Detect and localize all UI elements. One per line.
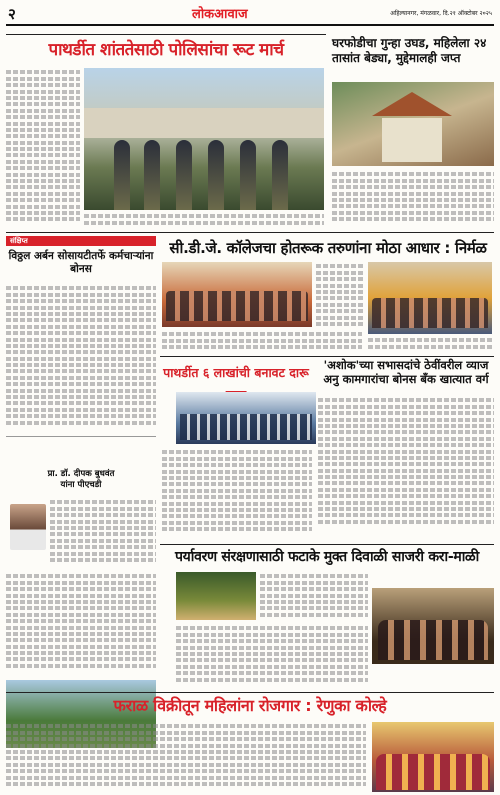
divider: [160, 544, 494, 545]
dateline: अहिल्यानगर, मंगळवार, दि.२१ ऑक्टोबर २०२५: [390, 10, 492, 17]
fireworks-photo: [176, 572, 256, 620]
headline-diwali-bonus: विठ्ठल अर्बन सोसायटीतर्फे कर्मचाऱ्यांना बोनस: [8, 250, 154, 275]
article-body-police-march-col1: [6, 68, 80, 228]
headline-college: सी.डी.जे. कॉलेजचा होतरूक तरुणांना मोठा आधार : निर्मळ: [169, 239, 487, 257]
page-number: २: [8, 5, 16, 23]
article-body-college-2: [368, 336, 492, 356]
article-body-college: [162, 330, 362, 356]
honor-portrait: [10, 504, 46, 550]
headline-housebreak: घरफोडीचा गुन्हा उघड, महिलेला २४ तासांत बेड्या, मुद्देमालही जप्त: [332, 36, 487, 65]
article-body-diwali-bonus: [6, 284, 156, 434]
women-photo: [372, 722, 494, 792]
honor-subtitle: यांना पीएचडी: [60, 480, 102, 490]
honor-name: प्रा. डॉ. दीपक बुधवंत: [47, 469, 115, 479]
article-body-women: [6, 722, 366, 792]
housebreak-photo: [332, 82, 494, 166]
fireworks-event-photo: [372, 588, 494, 664]
police-march-caption: [84, 212, 324, 232]
divider: [6, 34, 326, 35]
article-body-liquor: [162, 448, 312, 540]
liquor-raid-photo: [176, 392, 316, 444]
divider: [160, 356, 494, 357]
divider: [6, 232, 494, 233]
newspaper-logo: लोकआवाज: [192, 7, 248, 22]
masthead: [6, 4, 494, 26]
article-body-housebreak: [332, 170, 494, 230]
police-march-photo: [84, 68, 324, 210]
headline-police-march: पाथर्डीत शांततेसाठी पोलिसांचा रूट मार्च: [48, 40, 284, 60]
honor-block: [6, 468, 156, 490]
college-photo: [162, 262, 312, 327]
article-body-college-side: [316, 262, 364, 332]
headline-fireworks: पर्यावरण संरक्षणासाठी फटाके मुक्त दिवाळी साजरी करा-माळी: [174, 549, 480, 565]
article-body-honor: [50, 498, 156, 568]
article-body-fireworks-1: [260, 572, 368, 620]
article-body-ashok: [318, 396, 494, 540]
divider: [6, 692, 494, 693]
headline-ashok: 'अशोक'च्या सभासदांचे ठेवींवरील व्याज अनु कामगारांचा बोनस बँक खात्यात वर्ग: [323, 358, 489, 386]
college-event-photo: [368, 262, 492, 334]
section-badge: संक्षिप्त: [10, 237, 28, 245]
article-body-honor-2: [6, 572, 156, 676]
headline-liquor: पाथर्डीत ६ लाखांची बनावट दारू: [163, 365, 309, 380]
article-body-fireworks-2: [176, 624, 368, 688]
headline-women: फराळ विक्रीतून महिलांना रोजगार : रेणुका कोल्हे: [113, 696, 387, 715]
